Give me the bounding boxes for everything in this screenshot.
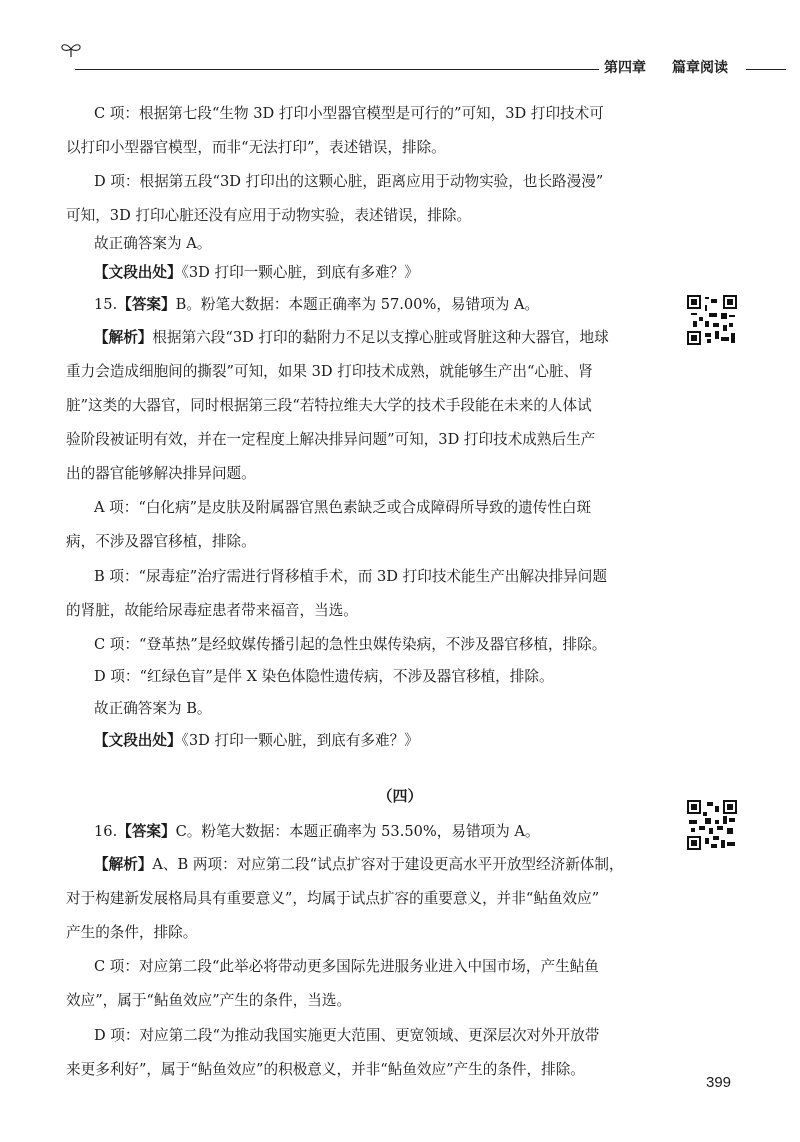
analysis-text: 根据第六段“3D 打印的黏附力不足以支撑心脏或肾脏这种大器官，地球 (152, 329, 609, 346)
paragraph-line: 的肾脏，故能给尿毒症患者带来福音，当选。 (66, 602, 358, 619)
analysis-line (94, 327, 609, 349)
paragraph-line: 出的器官能够解决排异问题。 (66, 465, 256, 482)
paragraph-line: 可知，3D 打印心脏还没有应用于动物实验，表述错误，排除。 (66, 207, 472, 224)
analysis-text: A、B 两项：对应第二段“试点扩容对于建设更高水平开放型经济新体制， (152, 856, 624, 873)
question-16-answer (94, 821, 540, 843)
paragraph-line: B 项：“尿毒症”治疗需进行肾移植手术，而 3D 打印技术能生产出解决排异问题 (94, 568, 607, 585)
paragraph-line: 验阶段被证明有效，并在一定程度上解决排异问题”可知，3D 打印技术成熟后生产 (66, 431, 596, 448)
chapter-title: 第四章 (604, 60, 646, 76)
paragraph-line: C 项：根据第七段“生物 3D 打印小型器官模型是可行的”可知，3D 打印技术可 (94, 105, 604, 122)
source-label: 【文段出处】 (94, 732, 182, 749)
source-title: 《3D 打印一颗心脏，到底有多难？》 (181, 264, 419, 281)
question-15-answer (94, 294, 539, 316)
source-title: 《3D 打印一颗心脏，到底有多难？》 (181, 732, 419, 749)
paragraph-line: 对于构建新发展格局具有重要意义”，均属于试点扩容的重要意义，并非“鲇鱼效应” (66, 890, 600, 907)
analysis-line (94, 854, 624, 876)
paragraph-line: 脏”这类的大器官，同时根据第三段“若特拉维夫大学的技术手段能在未来的人体试 (66, 397, 592, 414)
page-number: 399 (706, 1074, 732, 1091)
header-rule-right (746, 69, 786, 70)
paragraph-line: 病，不涉及器官移植，排除。 (66, 533, 256, 550)
answer-line: 故正确答案为 B。 (94, 700, 212, 717)
answer-label: 【答案】 (117, 823, 176, 840)
answer-line: 故正确答案为 A。 (94, 235, 212, 252)
paragraph-line: C 项：“登革热”是经蚊媒传播引起的急性虫媒传染病，不涉及器官移植，排除。 (94, 636, 607, 653)
answer-label: 【答案】 (117, 296, 176, 313)
qr-code-icon[interactable] (687, 800, 737, 850)
section-heading: （四） (377, 787, 423, 805)
analysis-label: 【解析】 (94, 856, 153, 873)
paragraph-line: 重力会造成细胞间的撕裂”可知，如果 3D 打印技术成熟，就能够生产出“心脏、肾 (66, 363, 593, 380)
section-title: 篇章阅读 (672, 60, 728, 76)
paragraph-line: 效应”，属于“鲇鱼效应”产生的条件，当选。 (66, 992, 352, 1009)
question-number: 15. (94, 296, 118, 313)
paragraph-line: D 项：对应第二段“为推动我国实施更大范围、更宽领域、更深层次对外开放带 (94, 1027, 600, 1044)
paragraph-line: 产生的条件，排除。 (66, 924, 198, 941)
answer-text: B。粉笔大数据：本题正确率为 57.00%，易错项为 A。 (175, 296, 540, 313)
analysis-label: 【解析】 (94, 329, 153, 346)
paragraph-line: 来更多利好”，属于“鲇鱼效应”的积极意义，并非“鲇鱼效应”产生的条件，排除。 (66, 1061, 585, 1078)
header-rule-left (75, 69, 599, 70)
paragraph-line: C 项：对应第二段“此举必将带动更多国际先进服务业进入中国市场，产生鲇鱼 (94, 958, 599, 975)
source-line (94, 262, 419, 284)
sprout-icon (60, 42, 82, 58)
question-number: 16. (94, 823, 118, 840)
source-line (94, 730, 419, 752)
answer-text: C。粉笔大数据：本题正确率为 53.50%，易错项为 A。 (175, 823, 540, 840)
paragraph-line: 以打印小型器官模型，而非“无法打印”，表述错误，排除。 (66, 139, 446, 156)
qr-code-icon[interactable] (687, 295, 737, 345)
paragraph-line: D 项：根据第五段“3D 打印出的这颗心脏，距离应用于动物实验，也长路漫漫” (94, 173, 604, 190)
source-label: 【文段出处】 (94, 264, 182, 281)
paragraph-line: A 项：“白化病”是皮肤及附属器官黑色素缺乏或合成障碍所导致的遗传性白斑 (94, 499, 592, 516)
paragraph-line: D 项：“红绿色盲”是伴 X 染色体隐性遗传病，不涉及器官移植，排除。 (94, 668, 554, 685)
